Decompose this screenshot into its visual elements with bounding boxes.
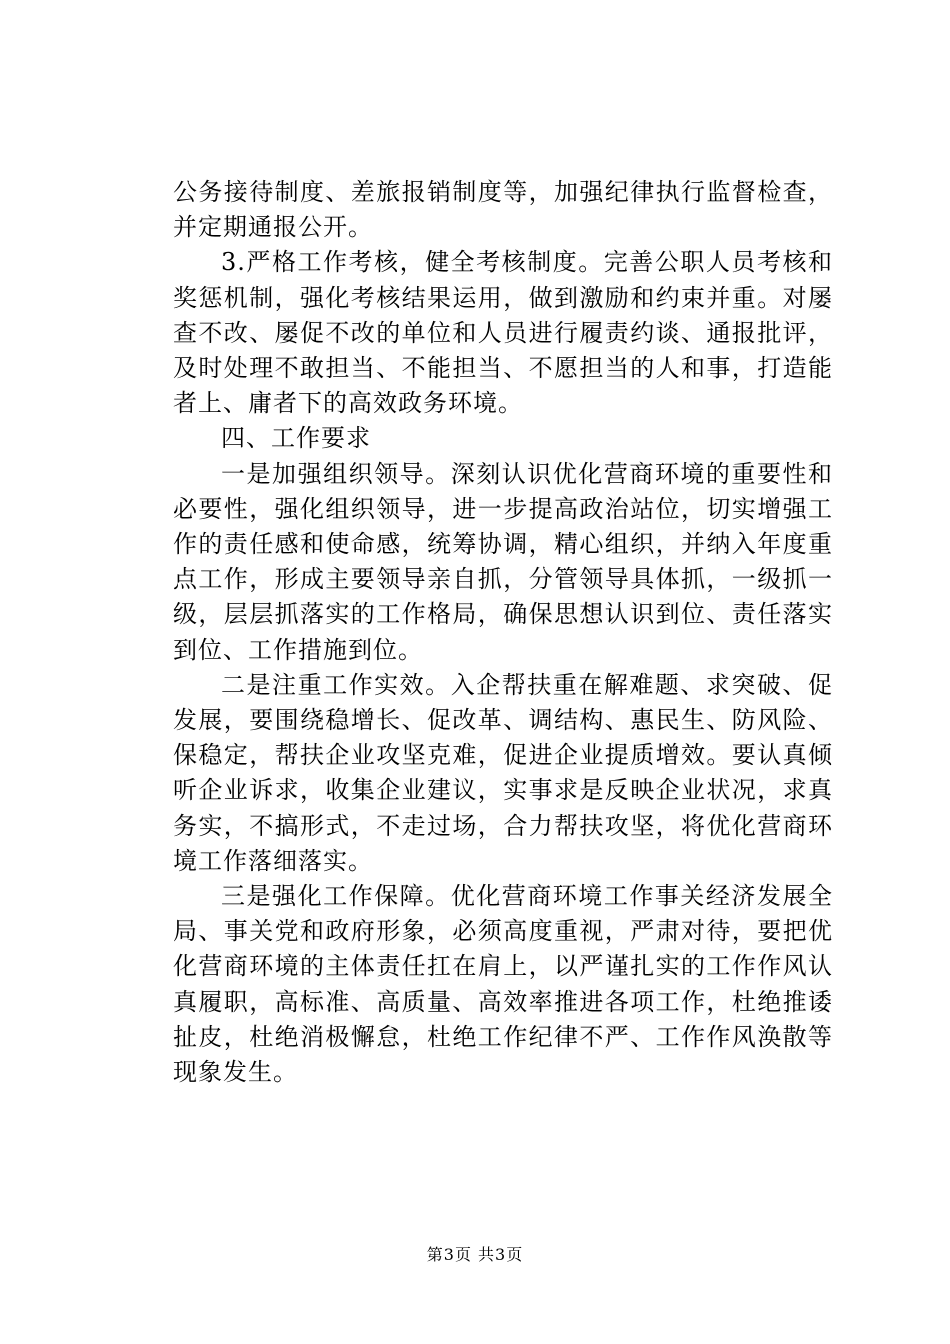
- page-number-footer: 第3页 共3页: [426, 1245, 524, 1264]
- paragraph-continued-reception-rules: 公务接待制度、差旅报销制度等，加强纪律执行监督检查，并定期通报公开。: [173, 178, 833, 242]
- paragraph-focus-effectiveness: 二是注重工作实效。入企帮扶重在解难题、求突破、促发展，要围绕稳增长、促改革、调结构、惠民生、防风险、保稳定，帮扶企业攻坚克难，促进企业提质增效。要认真倾听企业诉求，收集企业建议，实事求是反映企业状况，求真务实，不搞形式，不走过场，合力帮扶攻坚，将优化营商环境工作落细落实。: [173, 670, 833, 875]
- section-heading-work-requirements: 四、工作要求: [221, 424, 371, 453]
- paragraph-strengthen-leadership: 一是加强组织领导。深刻认识优化营商环境的重要性和必要性，强化组织领导，进一步提高政治站位，切实增强工作的责任感和使命感，统筹协调，精心组织，并纳入年度重点工作，形成主要领导亲自抓，分管领导具体抓，一级抓一级，层层抓落实的工作格局，确保思想认识到位、责任落实到位、工作措施到位。: [173, 459, 833, 664]
- document-body: [173, 175, 833, 1090]
- paragraph-strengthen-guarantee: 三是强化工作保障。优化营商环境工作事关经济发展全局、事关党和政府形象，必须高度重视，严肃对待，要把优化营商环境的主体责任扛在肩上，以严谨扎实的工作作风认真履职，高标准、高质量、高效率推进各项工作，杜绝推诿扯皮，杜绝消极懈怠，杜绝工作纪律不严、工作作风涣散等现象发生。: [173, 882, 833, 1087]
- paragraph-strict-assessment: 3.严格工作考核，健全考核制度。完善公职人员考核和奖惩机制，强化考核结果运用，做到激励和约束并重。对屡查不改、屡促不改的单位和人员进行履责约谈、通报批评，及时处理不敢担当、不能担当、不愿担当的人和事，打造能者上、庸者下的高效政务环境。: [173, 248, 833, 418]
